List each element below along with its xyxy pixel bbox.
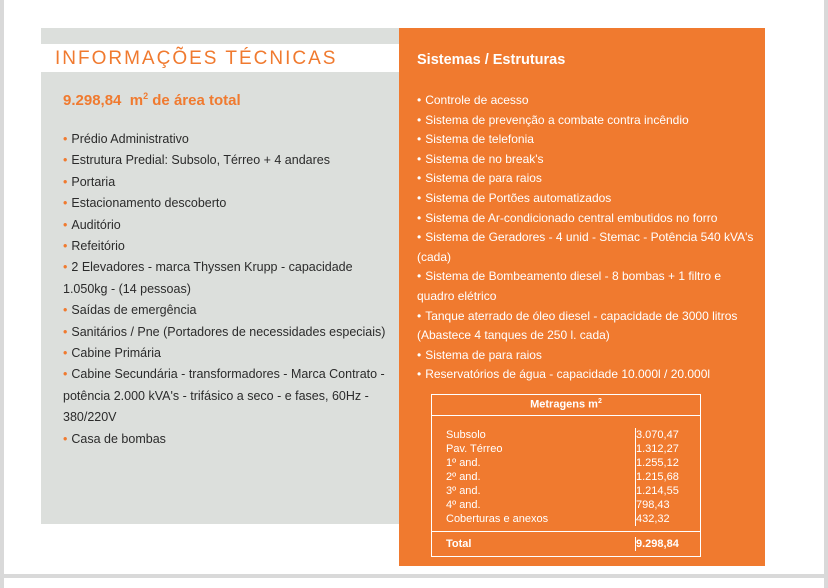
list-item: • 2 Elevadores - marca Thyssen Krupp - capacidade 1.050kg - (14 pessoas) bbox=[63, 260, 353, 296]
table-cell: Pav. Térreo bbox=[446, 442, 503, 455]
list-item: • Casa de bombas bbox=[63, 431, 166, 446]
table-cell: 1.312,27 bbox=[636, 442, 679, 455]
technical-info-panel bbox=[41, 28, 399, 524]
bullet-icon: • bbox=[417, 112, 422, 127]
area-value: 9.298,84 bbox=[63, 92, 122, 109]
bullet-icon: • bbox=[417, 367, 422, 382]
total-label: Total bbox=[432, 537, 636, 551]
bullet-icon: • bbox=[417, 210, 422, 225]
bullet-icon: • bbox=[417, 132, 422, 147]
bullet-icon: • bbox=[417, 93, 422, 107]
table-cell: 1º and. bbox=[446, 456, 481, 469]
list-item: • Estacionamento descoberto bbox=[63, 196, 227, 211]
list-item: • Sistema de prevenção a combate contra incêndio bbox=[417, 112, 689, 127]
bullet-icon: • bbox=[63, 239, 68, 254]
list-item: • Refeitório bbox=[63, 239, 125, 254]
bullet-icon: • bbox=[63, 174, 68, 189]
table-cell: 1.215,68 bbox=[636, 470, 679, 483]
table-cell: 2º and. bbox=[446, 470, 481, 483]
bullet-icon: • bbox=[63, 303, 68, 318]
list-item: • Prédio Administrativo bbox=[63, 132, 189, 146]
area-unit: m bbox=[129, 92, 144, 109]
bullet-icon: • bbox=[417, 308, 422, 323]
metragens-labels bbox=[432, 428, 636, 526]
bullet-icon: • bbox=[417, 347, 422, 362]
list-item: • Sistema de telefonia bbox=[417, 132, 534, 147]
list-item: • Cabine Primária bbox=[63, 346, 162, 361]
list-item: • Reservatórios de água - capacidade 10.000l / 20.000l bbox=[417, 367, 711, 382]
list-item: • Sistema de Portões automatizados bbox=[417, 190, 612, 205]
bullet-icon: • bbox=[63, 431, 68, 446]
bullet-icon: • bbox=[63, 324, 68, 339]
area-unit-sup: 2 bbox=[143, 91, 149, 101]
bullet-icon: • bbox=[63, 132, 68, 146]
bullet-icon: • bbox=[63, 196, 68, 211]
bullet-icon: • bbox=[63, 260, 68, 275]
list-item: • Sistema de Geradores - 4 unid - Stemac - Potência 540 kVA's (cada) bbox=[417, 230, 754, 264]
bullet-icon: • bbox=[63, 153, 68, 168]
list-item: • Portaria bbox=[63, 174, 116, 189]
list-item: • Controle de acesso bbox=[417, 93, 529, 107]
area-suffix: de área total bbox=[152, 92, 241, 109]
list-item: • Tanque aterrado de óleo diesel - capacidade de 3000 litros (Abastece 4 tanques de 250 l. cada) bbox=[417, 308, 738, 343]
metragens-total-row bbox=[432, 532, 700, 556]
list-item: • Sistema de Bombeamento diesel - 8 bombas + 1 filtro e quadro elétrico bbox=[417, 269, 722, 303]
list-item: • Auditório bbox=[63, 217, 121, 232]
total-value: 9.298,84 bbox=[636, 537, 679, 550]
table-cell: Subsolo bbox=[446, 428, 486, 441]
list-item: • Saídas de emergência bbox=[63, 303, 197, 318]
systems-title: Sistemas / Estruturas bbox=[417, 52, 566, 68]
list-item: • Estrutura Predial: Subsolo, Térreo + 4 andares bbox=[63, 153, 330, 168]
bullet-icon: • bbox=[63, 346, 68, 361]
bullet-icon: • bbox=[63, 217, 68, 232]
bullet-icon: • bbox=[417, 190, 422, 205]
systems-panel bbox=[399, 28, 765, 566]
table-cell: 432,32 bbox=[636, 512, 670, 525]
list-item: • Cabine Secundária - transformadores - Marca Contrato - potência 2.000 kVA's - trifásico a seco - e fases, 60Hz - 380/220V bbox=[63, 367, 385, 425]
table-cell: Coberturas e anexos bbox=[446, 512, 549, 525]
metragens-values bbox=[636, 428, 679, 526]
technical-info-title: INFORMAÇÕES TÉCNICAS bbox=[55, 48, 338, 69]
metragens-body bbox=[432, 416, 700, 532]
bullet-icon: • bbox=[417, 230, 422, 245]
list-item: • Sistema de Ar-condicionado central embutidos no forro bbox=[417, 210, 718, 225]
metragens-header: Metragens $m^2$ bbox=[432, 395, 700, 416]
list-item: • Sistema de para raios bbox=[417, 171, 542, 186]
systems-list bbox=[417, 91, 757, 385]
list-item: • Sistema de para raios bbox=[417, 347, 542, 362]
table-cell: 3º and. bbox=[446, 484, 481, 497]
table-cell: 1.255,12 bbox=[636, 456, 679, 469]
bullet-icon: • bbox=[417, 269, 422, 284]
total-area bbox=[63, 91, 241, 109]
bullet-icon: • bbox=[63, 367, 68, 382]
table-cell: 798,43 bbox=[636, 498, 670, 511]
table-cell: 4º and. bbox=[446, 498, 481, 511]
table-cell: 3.070,47 bbox=[636, 428, 679, 441]
bullet-icon: • bbox=[417, 171, 422, 186]
list-item: • Sistema de no break's bbox=[417, 151, 544, 166]
table-cell: 1.214,55 bbox=[636, 484, 679, 497]
bullet-icon: • bbox=[417, 151, 422, 166]
next-page-edge bbox=[4, 578, 824, 588]
list-item: • Sanitários / Pne (Portadores de necessidades especiais) bbox=[63, 324, 386, 339]
metragens-table bbox=[431, 394, 701, 557]
technical-info-list bbox=[63, 129, 391, 450]
